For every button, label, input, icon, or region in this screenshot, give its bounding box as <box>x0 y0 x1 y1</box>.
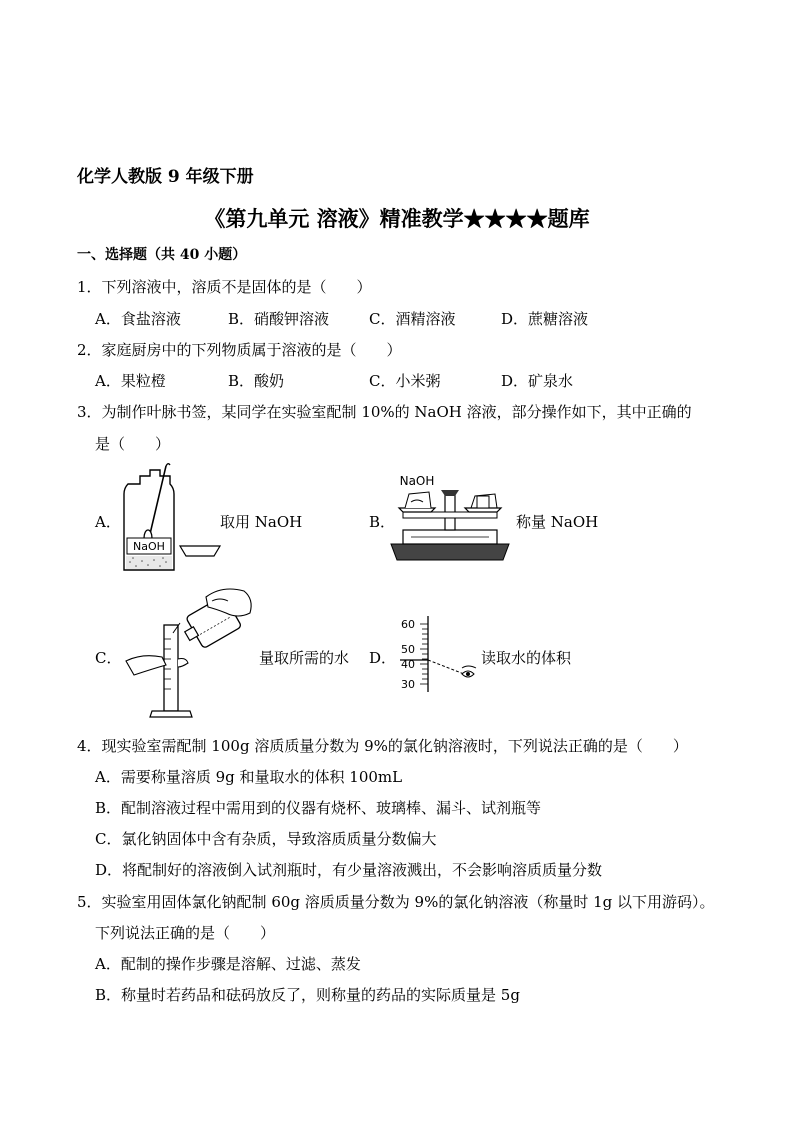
option-a: A．配制的操作步骤是溶解、过滤、蒸发 <box>95 955 361 973</box>
option-b: B．硝酸钾溶液 <box>228 310 330 328</box>
question-5-stem-line2: 下列说法正确的是（ ） <box>95 924 276 942</box>
option-d: D．蔗糖溶液 <box>501 310 589 328</box>
question-4-stem: 4．现实验室需配制 100g 溶质质量分数为 9%的氯化钠溶液时，下列说法正确的是（ ） <box>77 737 688 755</box>
document-title: 《第九单元 溶液》精准教学★★★★题库 <box>204 206 590 231</box>
option-b: B．配制溶液过程中需用到的仪器有烧杯、玻璃棒、漏斗、试剂瓶等 <box>95 799 542 817</box>
bottle-label-text: NaOH <box>133 540 165 553</box>
option-c: C．氯化钠固体中含有杂质，导致溶质质量分数偏大 <box>95 830 437 848</box>
option-c: C．小米粥 <box>369 372 441 390</box>
tick-label-60: 60 <box>401 618 415 631</box>
section-heading: 一、选择题（共 40 小题） <box>77 247 247 263</box>
question-1-stem: 1．下列溶液中，溶质不是固体的是（ ） <box>77 278 372 296</box>
option-a-caption: 取用 NaOH <box>220 513 303 531</box>
option-a: A．需要称量溶质 9g 和量取水的体积 100mL <box>95 768 403 786</box>
balance-illustration <box>385 468 515 568</box>
question-1-options <box>95 308 735 330</box>
document-subtitle: 化学人教版 9 年级下册 <box>77 167 254 187</box>
question-5-stem-line1: 5．实验室用固体氯化钠配制 60g 溶质质量分数为 9%的氯化钠溶液（称量时 1g 以下用游码）。 <box>77 893 715 911</box>
option-b-caption: 称量 NaOH <box>516 513 599 531</box>
option-c-letter: C． <box>95 649 122 667</box>
option-d-letter: D． <box>369 649 397 667</box>
option-d-caption: 读取水的体积 <box>481 649 572 667</box>
question-3-stem-line2: 是（ ） <box>95 435 171 453</box>
option-d: D．矿泉水 <box>501 372 574 390</box>
pouring-cylinder-illustration <box>122 583 258 725</box>
option-a: A．果粒橙 <box>95 372 166 390</box>
option-c-caption: 量取所需的水 <box>259 649 350 667</box>
reagent-bottle-illustration <box>118 462 228 574</box>
tick-label-50: 50 <box>401 643 415 656</box>
option-d: D．将配制好的溶液倒入试剂瓶时，有少量溶液溅出，不会影响溶质质量分数 <box>95 861 603 879</box>
option-c: C．酒精溶液 <box>369 310 456 328</box>
option-b-letter: B． <box>369 513 396 531</box>
option-b: B．酸奶 <box>228 372 285 390</box>
pan-label-text: NaOH <box>399 474 435 488</box>
cylinder-reading-illustration <box>392 612 492 696</box>
question-3-stem-line1: 3．为制作叶脉书签，某同学在实验室配制 10%的 NaOH 溶液，部分操作如下，其中正确的 <box>77 403 692 421</box>
tick-label-40: 40 <box>401 658 415 671</box>
question-2-options <box>95 370 735 392</box>
option-a-letter: A． <box>95 513 121 531</box>
question-2-stem: 2．家庭厨房中的下列物质属于溶液的是（ ） <box>77 341 402 359</box>
option-a: A．食盐溶液 <box>95 310 181 328</box>
tick-label-30: 30 <box>401 678 415 691</box>
option-b: B．称量时若药品和砝码放反了，则称量的药品的实际质量是 5g <box>95 986 520 1004</box>
